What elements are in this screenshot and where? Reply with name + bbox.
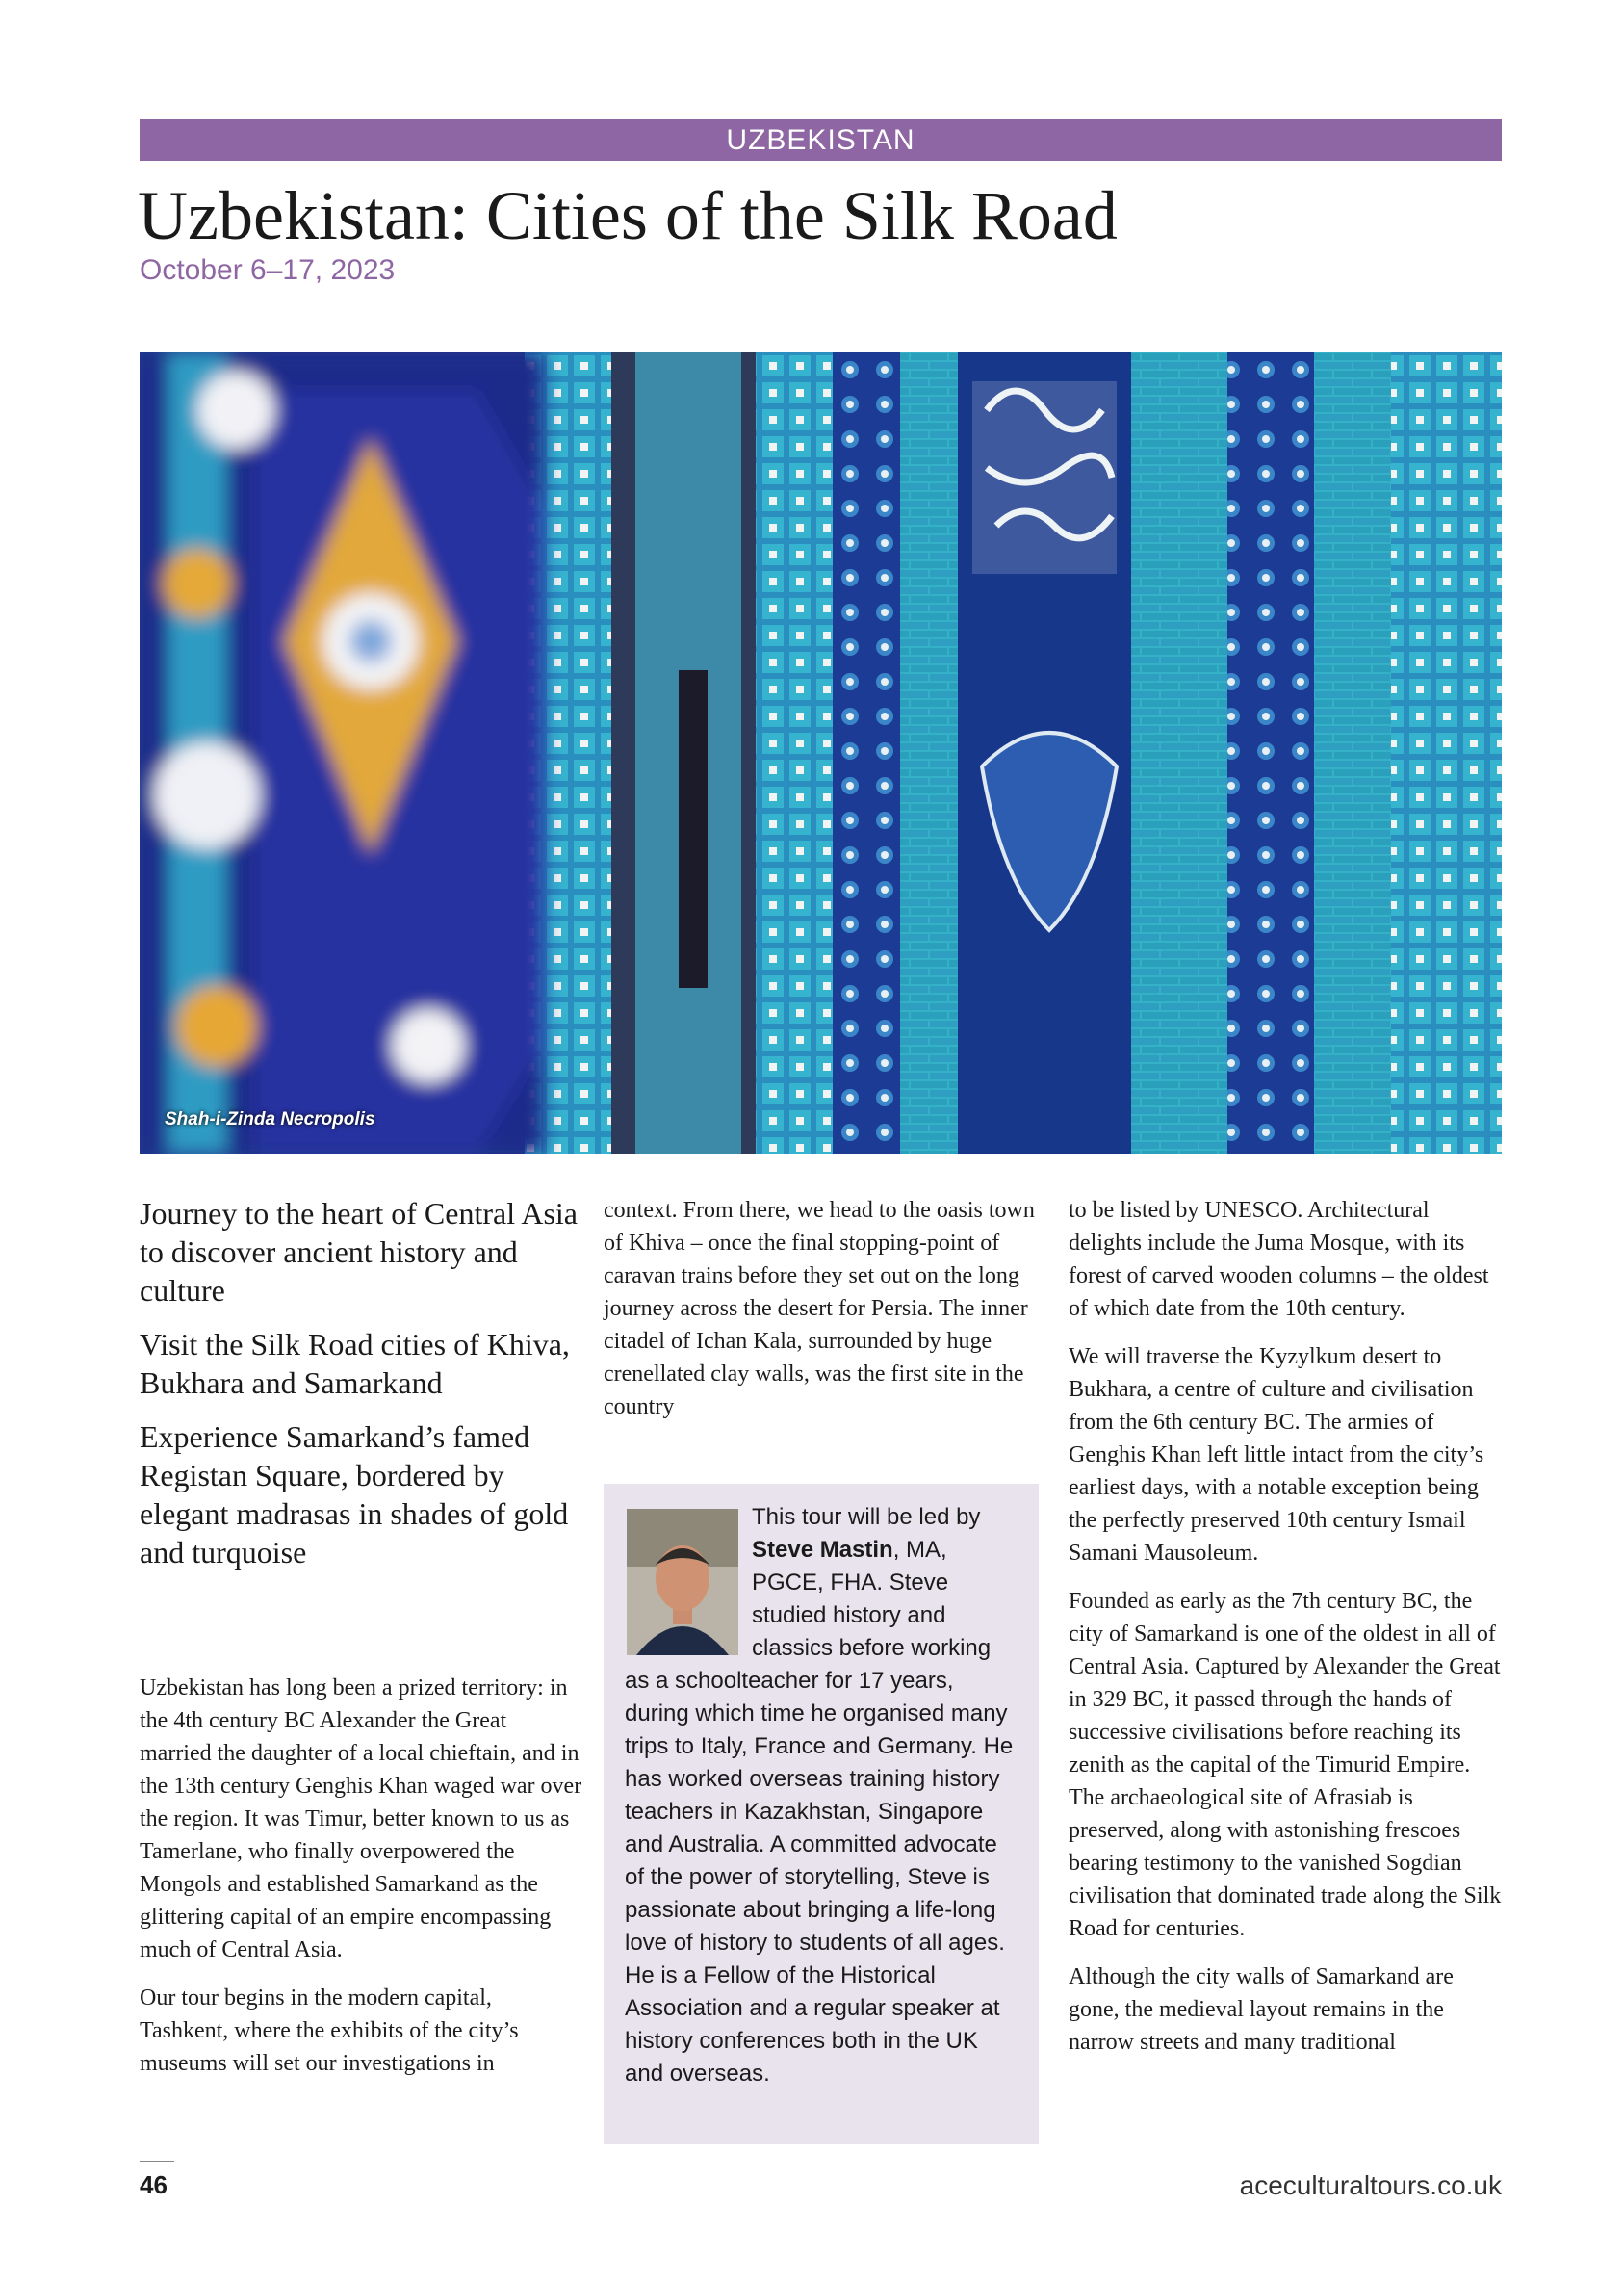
leader-portrait xyxy=(627,1509,738,1655)
leader-name: Steve Mastin xyxy=(752,1537,893,1563)
column-3 xyxy=(1069,1194,1502,2074)
website-url[interactable]: aceculturaltours.co.uk xyxy=(1239,2170,1502,2200)
tilework-illustration xyxy=(140,352,1502,1154)
photo-caption: Shah-i-Zinda Necropolis xyxy=(165,1109,375,1129)
section-banner: UZBEKISTAN xyxy=(140,119,1502,161)
footer-rule xyxy=(140,2161,174,2162)
page-number: 46 xyxy=(140,2170,168,2199)
page-title: Uzbekistan: Cities of the Silk Road xyxy=(138,177,1118,254)
leader-bio: , MA, PGCE, FHA. Steve studied history and classics before working as a schoolteacher for 17 years, during which time he organised many trips to Italy, France and Germany. He has worked overseas training history teachers in Kazakhstan, Singapore and Australia. A committed advocate of the power of storytelling, Steve is passionate about bringing a life-long love of history to students of all ages. He is a Fellow of the Historical Association and a regular speaker at history conferences both in the UK and overseas. xyxy=(625,1537,1014,2087)
body-paragraph: to be listed by UNESCO. Architectural delights include the Juma Mosque, with its forest of carved wooden columns – the oldest of which date from the 10th century. xyxy=(1069,1198,1489,1321)
hero-photo xyxy=(140,352,1502,1154)
column-1-body xyxy=(140,1672,582,2095)
leader-intro: This tour will be led by xyxy=(752,1504,981,1530)
body-paragraph: We will traverse the Kyzylkum desert to Bukhara, a centre of culture and civilisation from the 6th century BC. The armies of Genghis Khan left little intact from the city’s earliest days, with a notable exception being the perfectly preserved 10th century Ismail Samani Mausoleum. xyxy=(1069,1344,1484,1566)
body-paragraph: Our tour begins in the modern capital, Tashkent, where the exhibits of the city’s museums will set our investigations in xyxy=(140,1986,519,2076)
tour-dates: October 6–17, 2023 xyxy=(140,254,396,286)
tour-leader-box xyxy=(604,1484,1039,2144)
highlight-item: Journey to the heart of Central Asia to discover ancient history and culture xyxy=(140,1196,578,1308)
highlight-item: Experience Samarkand’s famed Registan Square, bordered by elegant madrasas in shades of gold and turquoise xyxy=(140,1419,569,1570)
body-paragraph: Founded as early as the 7th century BC, the city of Samarkand is one of the oldest in all of Central Asia. Captured by Alexander the Great in 329 BC, it passed through the hands of successive civilisations before reaching its zenith as the capital of the Timurid Empire. The archaeological site of Afrasiab is preserved, along with astonishing frescoes bearing testimony to the vanished Sogdian civilisation that dominated trade along the Silk Road for centuries. xyxy=(1069,1589,1502,1941)
body-paragraph: Uzbekistan has long been a prized territory: in the 4th century BC Alexander the Great married the daughter of a local chieftain, and in the 13th century Genghis Khan waged war over the region. It was Timur, better known to us as Tamerlane, who finally overpowered the Mongols and established Samarkand as the glittering capital of an empire encompassing much of Central Asia. xyxy=(140,1675,582,1962)
body-paragraph: Although the city walls of Samarkand are gone, the medieval layout remains in the narrow streets and many traditional xyxy=(1069,1964,1454,2055)
highlights-column xyxy=(140,1194,582,1587)
column-2 xyxy=(604,1194,1046,1439)
body-paragraph: context. From there, we head to the oasis town of Khiva – once the final stopping-point of caravan trains before they set out on the long journey across the desert for Persia. The inner citadel of Ichan Kala, surrounded by huge crenellated clay walls, was the first site in the country xyxy=(604,1198,1035,1419)
highlight-item: Visit the Silk Road cities of Khiva, Bukhara and Samarkand xyxy=(140,1327,570,1400)
